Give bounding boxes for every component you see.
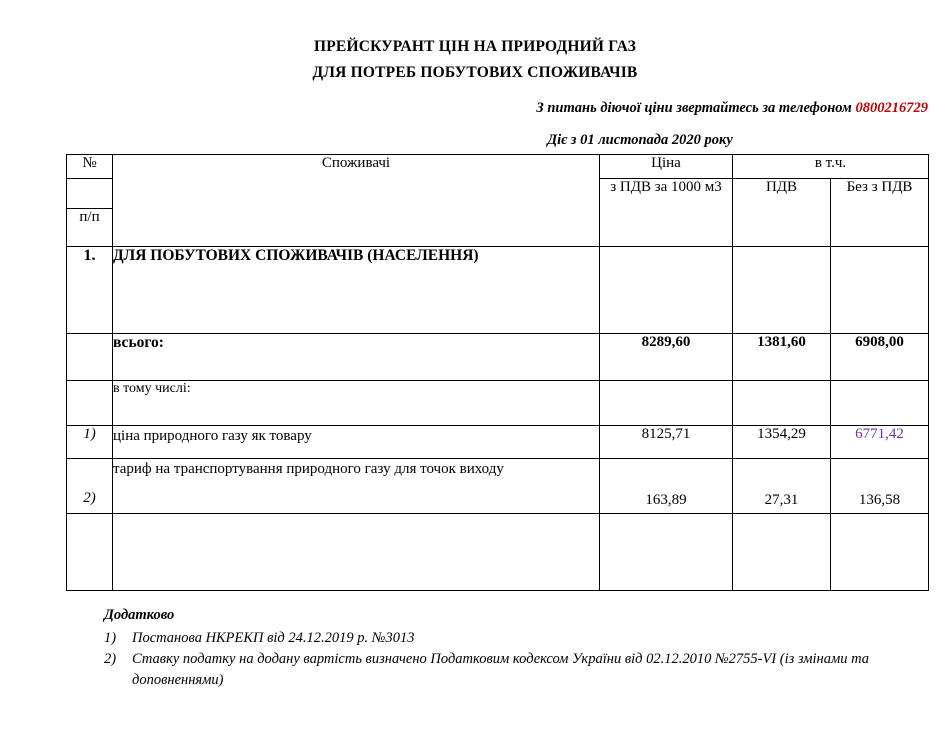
note-item	[104, 628, 950, 649]
total-vat: 1381,60	[733, 334, 831, 381]
header-num-line2: п/п	[67, 209, 113, 247]
header-including: в т.ч.	[733, 155, 929, 179]
section-novat-empty	[831, 247, 929, 334]
total-price: 8289,60	[600, 334, 733, 381]
phone-note	[0, 100, 950, 117]
row-label: тариф на транспортування природного газу для точок виходу	[113, 459, 600, 514]
price-table	[66, 154, 929, 591]
blank-vat	[733, 514, 831, 591]
document-page	[0, 34, 950, 730]
row-label: ціна природного газу як товару	[113, 426, 600, 459]
table-row-blank	[67, 514, 929, 591]
blank-price	[600, 514, 733, 591]
page-title-line-1: ПРЕЙСКУРАНТ ЦІН НА ПРИРОДНИЙ ГАЗ	[313, 38, 637, 55]
including-vat-empty	[733, 381, 831, 426]
header-consumers: Споживачі	[113, 155, 600, 247]
title-block	[0, 34, 950, 86]
section-vat-empty	[733, 247, 831, 334]
table-header-row-1	[67, 155, 929, 179]
notes-title: Додатково	[104, 607, 175, 623]
row-without-vat: 6771,42	[831, 426, 929, 459]
header-price: Ціна	[600, 155, 733, 179]
note-item	[104, 649, 950, 691]
row-without-vat: 136,58	[831, 459, 929, 514]
table-row	[67, 459, 929, 514]
blank-novat	[831, 514, 929, 591]
header-vat: ПДВ	[733, 179, 831, 247]
table-row-section-title	[67, 247, 929, 334]
header-num: №	[67, 155, 113, 179]
header-price-sub: з ПДВ за 1000 м3	[600, 179, 733, 247]
note-index: 1)	[104, 630, 117, 646]
including-price-empty	[600, 381, 733, 426]
row-index: 2)	[67, 459, 113, 514]
row-vat: 1354,29	[733, 426, 831, 459]
blank-label	[113, 514, 600, 591]
section-number: 1.	[67, 247, 113, 334]
row-vat: 27,31	[733, 459, 831, 514]
note-text: Ставку податку на додану вартість визначено Податковим кодексом України від 02.12.2010 №2755-VI (із змінами та доповненнями)	[132, 651, 869, 688]
phone-note-text: З питань діючої ціни звертайтесь за телефоном	[536, 100, 852, 116]
total-without-vat: 6908,00	[831, 334, 929, 381]
total-label: всього:	[113, 334, 600, 381]
table-row-total	[67, 334, 929, 381]
page-title-line-2: ДЛЯ ПОТРЕБ ПОБУТОВИХ СПОЖИВАЧІВ	[312, 64, 638, 81]
note-text: Постанова НКРЕКП від 24.12.2019 р. №3013	[132, 630, 415, 646]
header-num-spacer	[67, 179, 113, 209]
row-index: 1)	[67, 426, 113, 459]
section-price-empty	[600, 247, 733, 334]
section-title: ДЛЯ ПОБУТОВИХ СПОЖИВАЧІВ (НАСЕЛЕННЯ)	[113, 247, 600, 334]
header-without-vat: Без з ПДВ	[831, 179, 929, 247]
total-num-empty	[67, 334, 113, 381]
row-price: 163,89	[600, 459, 733, 514]
including-novat-empty	[831, 381, 929, 426]
notes-block	[104, 607, 950, 691]
including-num-empty	[67, 381, 113, 426]
including-label: в тому числі:	[113, 381, 600, 426]
note-index: 2)	[104, 651, 117, 667]
phone-number: 0800216729	[855, 100, 928, 116]
effective-date: Діє з 01 листопада 2020 року	[547, 132, 733, 148]
table-row	[67, 426, 929, 459]
blank-num	[67, 514, 113, 591]
table-row-including	[67, 381, 929, 426]
row-price: 8125,71	[600, 426, 733, 459]
